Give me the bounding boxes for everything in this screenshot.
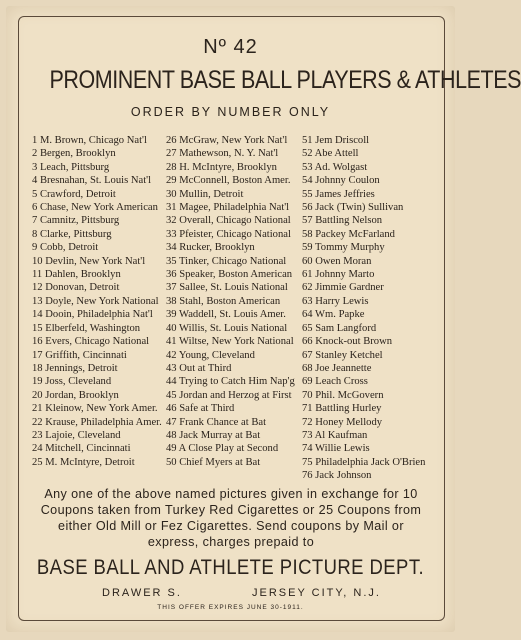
checklist-entry: 45 Jordan and Herzog at First: [166, 389, 292, 401]
checklist-entry: 55 James Jeffries: [302, 188, 375, 200]
checklist-entry: 3 Leach, Pittsburg: [32, 161, 110, 173]
checklist-entry: 47 Frank Chance at Bat: [166, 416, 267, 428]
checklist-entry: 37 Sallee, St. Louis National: [166, 282, 288, 294]
checklist-entry: 28 H. McIntyre, Brooklyn: [166, 161, 277, 173]
checklist-entry: 68 Joe Jeannette: [302, 362, 372, 374]
checklist-entry: 66 Knock-out Brown: [302, 336, 393, 348]
checklist-entry: 13 Doyle, New York National: [32, 295, 159, 307]
checklist-entry: 65 Sam Langford: [302, 322, 377, 334]
checklist-entry: 33 Pfeister, Chicago National: [166, 228, 291, 240]
checklist-entry: 61 Johnny Marto: [302, 269, 375, 281]
checklist-entry: 4 Bresnahan, St. Louis Nat'l: [32, 175, 152, 187]
address-drawer: DRAWER S.: [102, 587, 182, 599]
checklist-entry: 71 Battling Hurley: [302, 403, 382, 415]
checklist-entry: 60 Owen Moran: [302, 255, 372, 267]
checklist-card: [6, 6, 521, 632]
checklist-entry: 35 Tinker, Chicago National: [166, 255, 287, 267]
checklist-entry: 14 Dooin, Philadelphia Nat'l: [32, 309, 153, 321]
checklist-entry: 63 Harry Lewis: [302, 295, 369, 307]
checklist-entry: 64 Wm. Papke: [302, 309, 365, 321]
checklist-entry: 10 Devlin, New York Nat'l: [32, 255, 146, 267]
card-title: PROMINENT BASE BALL PLAYERS & ATHLETES: [49, 66, 521, 94]
checklist-entry: 31 Magee, Philadelphia Nat'l: [166, 202, 290, 214]
checklist-entry: 29 McConnell, Boston Amer.: [166, 175, 291, 187]
checklist-entry: 49 A Close Play at Second: [166, 443, 279, 455]
checklist-entry: 15 Elberfeld, Washington: [32, 322, 141, 334]
checklist-entry: 6 Chase, New York American: [32, 202, 158, 214]
checklist-entry: 67 Stanley Ketchel: [302, 349, 383, 361]
checklist-entry: 23 Lajoie, Cleveland: [32, 429, 121, 441]
checklist-entry: 32 Overall, Chicago National: [166, 215, 291, 227]
checklist-entry: 40 Willis, St. Louis National: [166, 322, 288, 334]
checklist-entry: 53 Ad. Wolgast: [302, 161, 368, 173]
checklist-entry: 18 Jennings, Detroit: [32, 362, 118, 374]
checklist-entry: 54 Johnny Coulon: [302, 175, 380, 187]
checklist-entry: 62 Jimmie Gardner: [302, 282, 384, 294]
checklist-entry: 50 Chief Myers at Bat: [166, 456, 261, 468]
checklist-entry: 51 Jem Driscoll: [302, 135, 370, 146]
checklist-entry: 11 Dahlen, Brooklyn: [32, 269, 121, 281]
checklist-entry: 21 Kleinow, New York Amer.: [32, 403, 158, 415]
coupon-offer-text: Any one of the above named pictures given in exchange for 10 Coupons taken from Turkey Red Cigarettes or 25 Coupons from either Old Mill or Fez Cigarettes. Send coupons by Mail or express, charges prepaid to: [40, 487, 422, 549]
checklist-entry: 1 M. Brown, Chicago Nat'l: [32, 135, 147, 146]
address-city: JERSEY CITY, N.J.: [252, 587, 381, 599]
checklist-entry: 57 Battling Nelson: [302, 215, 383, 227]
checklist-entry: 75 Philadelphia Jack O'Brien: [302, 456, 426, 468]
checklist-entry: 42 Young, Cleveland: [166, 349, 255, 361]
checklist-entry: 2 Bergen, Brooklyn: [32, 148, 116, 160]
checklist-entry: 20 Jordan, Brooklyn: [32, 389, 119, 401]
order-instruction: ORDER BY NUMBER ONLY: [130, 105, 331, 119]
checklist-entry: 56 Jack (Twin) Sullivan: [302, 202, 404, 214]
checklist-entry: 58 Packey McFarland: [302, 228, 395, 240]
checklist-entry: 76 Jack Johnson: [302, 470, 372, 482]
checklist-entry: 39 Waddell, St. Louis Amer.: [166, 309, 286, 321]
checklist-entry: 9 Cobb, Detroit: [32, 242, 99, 254]
checklist-entry: 48 Jack Murray at Bat: [166, 429, 261, 441]
offer-expiration: THIS OFFER EXPIRES JUNE 30-1911.: [157, 604, 304, 611]
checklist-entry: 24 Mitchell, Cincinnati: [32, 443, 131, 455]
checklist-entry: 70 Phil. McGovern: [302, 389, 384, 401]
checklist-entry: 69 Leach Cross: [302, 376, 368, 388]
checklist-entry: 19 Joss, Cleveland: [32, 376, 112, 388]
checklist-entry: 12 Donovan, Detroit: [32, 282, 120, 294]
checklist-entry: 52 Abe Attell: [302, 148, 359, 160]
checklist-entry: 30 Mullin, Detroit: [166, 188, 244, 200]
checklist-entry: 41 Wiltse, New York National: [166, 336, 294, 348]
checklist-entry: 72 Honey Mellody: [302, 416, 383, 428]
checklist-entry: 5 Crawford, Detroit: [32, 188, 116, 200]
checklist-entry: 43 Out at Third: [166, 362, 232, 374]
checklist-column-1: [32, 134, 162, 469]
checklist-entry: 34 Rucker, Brooklyn: [166, 242, 255, 254]
checklist-entry: 38 Stahl, Boston American: [166, 295, 281, 307]
checklist-entry: 36 Speaker, Boston American: [166, 269, 293, 281]
checklist-entry: 44 Trying to Catch Him Nap'g: [166, 376, 295, 388]
card-number: Nº 42: [203, 36, 258, 58]
checklist-entry: 17 Griffith, Cincinnati: [32, 349, 127, 361]
checklist-entry: 26 McGraw, New York Nat'l: [166, 135, 288, 146]
checklist-column-2: [166, 134, 295, 469]
checklist-entry: 46 Safe at Third: [166, 403, 235, 415]
checklist-entry: 8 Clarke, Pittsburg: [32, 228, 112, 240]
player-checklist: [32, 134, 452, 484]
checklist-column-3: [302, 134, 425, 483]
checklist-entry: 59 Tommy Murphy: [302, 242, 385, 254]
checklist-entry: 25 M. McIntyre, Detroit: [32, 456, 135, 468]
checklist-entry: 73 Al Kaufman: [302, 429, 368, 441]
checklist-entry: 22 Krause, Philadelphia Amer.: [32, 416, 162, 428]
checklist-entry: 16 Evers, Chicago National: [32, 336, 150, 348]
department-name: BASE BALL AND ATHLETE PICTURE DEPT.: [36, 556, 425, 579]
checklist-entry: 27 Mathewson, N. Y. Nat'l: [166, 148, 279, 160]
checklist-entry: 7 Camnitz, Pittsburg: [32, 215, 120, 227]
checklist-entry: 74 Willie Lewis: [302, 443, 370, 455]
